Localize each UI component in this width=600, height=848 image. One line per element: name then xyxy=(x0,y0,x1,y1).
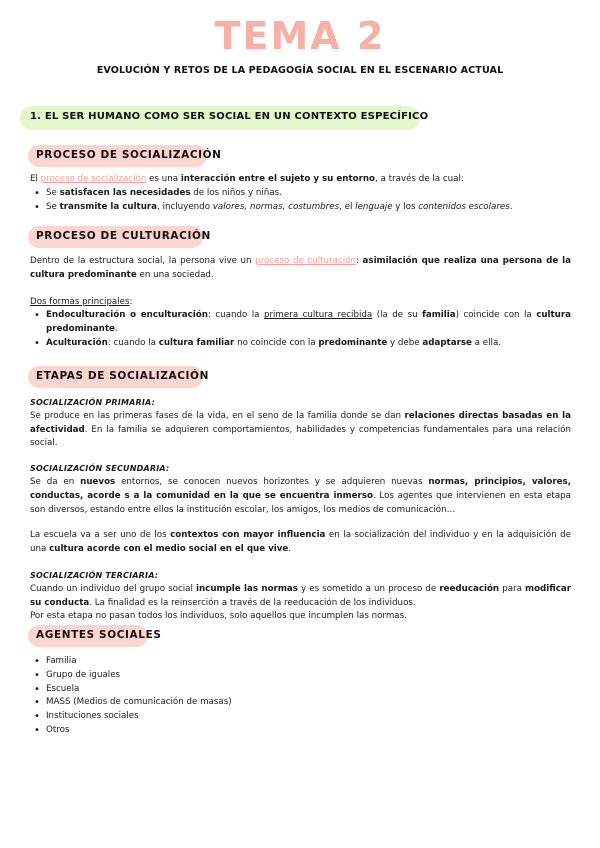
socializacion-body xyxy=(30,173,571,214)
link-proceso-socializacion[interactable]: proceso de socialización xyxy=(40,174,147,184)
heading-agentes-sociales-label: AGENTES SOCIALES xyxy=(36,629,162,641)
list-item: • Se transmite la cultura, incluyendo valores, normas, costumbres, el lenguaje y los contenidos escolares. xyxy=(30,201,571,215)
list-item: • Escuela xyxy=(30,683,571,697)
list-item: • MASS (Medios de comunicación de masas) xyxy=(30,696,571,710)
agentes-list xyxy=(30,655,571,738)
list-item: • Grupo de iguales xyxy=(30,669,571,683)
section-heading-1-label: 1. EL SER HUMANO COMO SER SOCIAL EN UN CONTEXTO ESPECÍFICO xyxy=(30,111,429,122)
section-heading-1 xyxy=(20,106,429,130)
heading-etapas-socializacion-label: ETAPAS DE SOCIALIZACIÓN xyxy=(36,370,209,382)
socializacion-bullets xyxy=(30,187,571,215)
label-socializacion-terciaria: SOCIALIZACIÓN TERCIARIA: xyxy=(30,570,159,580)
formas-label: Dos formas principales: xyxy=(30,296,133,307)
agentes-body xyxy=(30,655,571,738)
terciaria-para: Cuando un individuo del grupo social incumple las normas y es sometido a un proceso de reeducación para modificar su conducta. La finalidad es la reinserción a través de la reeducación de los individuos. xyxy=(30,583,571,608)
page-subtitle: EVOLUCIÓN Y RETOS DE LA PEDAGOGÍA SOCIAL EN EL ESCENARIO ACTUAL xyxy=(96,65,504,76)
page-title: TEMA 2 xyxy=(214,14,386,58)
etapas-body xyxy=(30,396,571,624)
label-socializacion-primaria: SOCIALIZACIÓN PRIMARIA: xyxy=(30,398,155,407)
heading-proceso-socializacion-label: PROCESO DE SOCIALIZACIÓN xyxy=(36,149,222,161)
label-socializacion-secundaria: SOCIALIZACIÓN SECUNDARIA: xyxy=(30,464,170,474)
list-item: • Se satisfacen las necesidades de los niños y niñas. xyxy=(30,187,571,201)
socializacion-intro: El proceso de socialización es una interacción entre el sujeto y su entorno, a través de la cual: xyxy=(30,174,464,184)
culturacion-para: Dentro de la estructura social, la persona vive un proceso de culturación: asimilación que realiza una persona de la cultura predominante en una sociedad. xyxy=(30,256,571,280)
heading-etapas-socializacion xyxy=(28,366,209,388)
heading-proceso-socializacion xyxy=(28,145,222,167)
list-item: • Otros xyxy=(30,724,571,738)
list-item: • Familia xyxy=(30,655,571,669)
list-item: • Instituciones sociales xyxy=(30,710,571,724)
terciaria-para-2: Por esta etapa no pasan todos los individuos, solo aquellos que incumplen las normas. xyxy=(30,611,407,622)
heading-agentes-sociales xyxy=(28,625,162,647)
list-item: • Aculturación: cuando la cultura familiar no coincide con la predominante y debe adaptarse a ella. xyxy=(30,337,571,351)
culturacion-body xyxy=(30,255,571,351)
secundaria-para-2: La escuela va a ser uno de los contextos con mayor influencia en la socialización del individuo y en la adquisición de una cultura acorde con el medio social en el que vive. xyxy=(30,530,571,555)
heading-proceso-culturacion xyxy=(28,226,211,248)
heading-proceso-culturacion-label: PROCESO DE CULTURACIÓN xyxy=(36,230,211,242)
list-item: • Endoculturación o enculturación: cuando la primera cultura recibida (la de su familia) coincide con la cultura predominante. xyxy=(30,309,571,337)
primaria-para: Se produce en las primeras fases de la vida, en el seno de la familia donde se dan relaciones directas basadas en la afectividad. En la familia se adquieren comportamientos, habilidades y competencias fundamentales para una relación social. xyxy=(30,410,572,449)
secundaria-para: Se da en nuevos entornos, se conocen nuevos horizontes y se adquieren nuevas normas, principios, valores, conductas, acorde s a la comunidad en la que se encuentra inmerso. Los agentes que intervienen en esta etapa son diversos, estando entre ellos la institución escolar, los amigos, los medios de comunicación… xyxy=(30,476,571,515)
formas-list xyxy=(30,309,571,350)
link-proceso-culturacion[interactable]: proceso de culturación xyxy=(255,256,356,266)
